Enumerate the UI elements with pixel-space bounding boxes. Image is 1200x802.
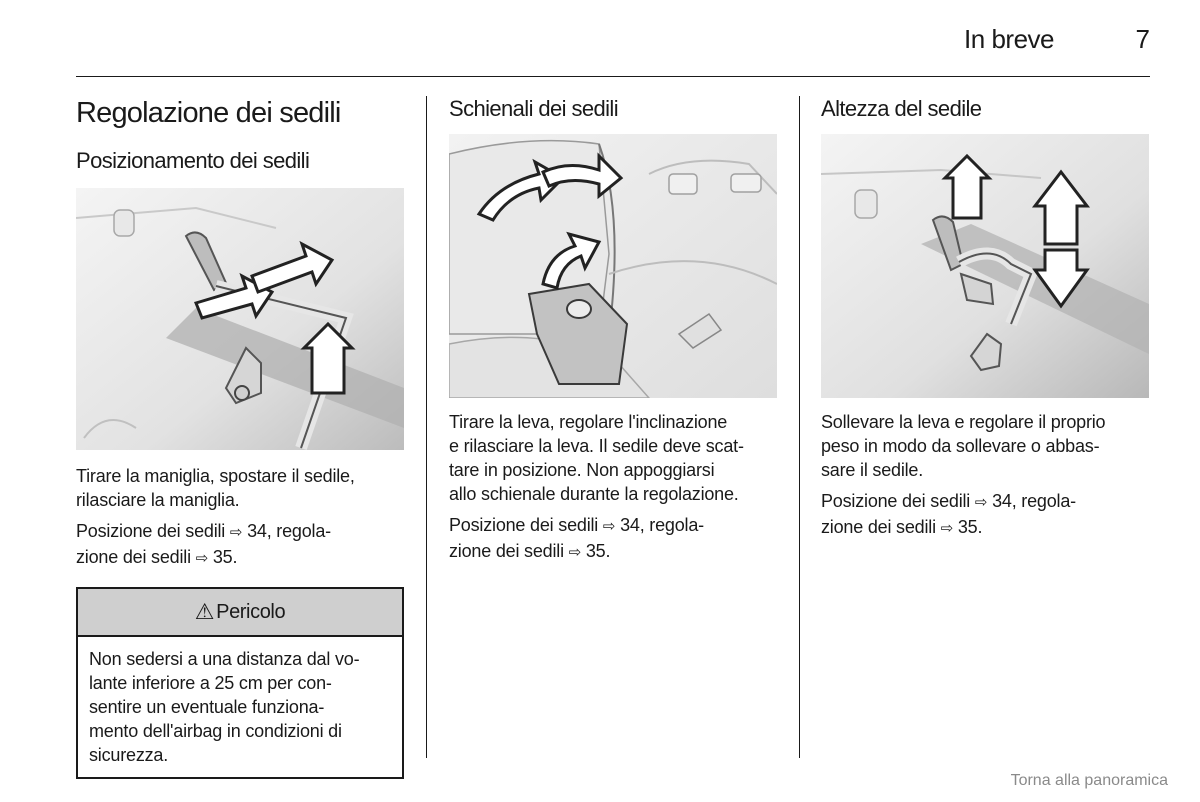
page-number: 7: [1135, 24, 1150, 54]
warning-text: Non sedersi a una distanza dal vo- lante inferiore a 25 cm per con- sentire un eventuale funziona- mento dell'airbag in condizioni di sicurezza.: [89, 649, 360, 765]
page-ref-arrow-icon: ⇨: [568, 544, 582, 561]
section-heading: Altezza del sedile: [821, 96, 982, 121]
column-divider: [799, 96, 800, 758]
page-ref-arrow-icon: ⇨: [229, 524, 243, 541]
warning-triangle-icon: ⚠: [194, 599, 215, 624]
seat-height-illustration: [821, 134, 1149, 398]
seat-height-lever-icon: [821, 134, 1149, 398]
seat-slide-lever-icon: [76, 188, 404, 450]
instruction-text: Tirare la leva, regolare l'inclinazione e rilasciare la leva. Il sedile deve scat- tare in posizione. Non appoggiarsi allo schienale durante la regolazione.: [449, 412, 744, 504]
column-seat-positioning: [76, 92, 404, 779]
cross-reference: Posizione dei sedili ⇨ 34, regola- zione dei sedili ⇨ 35.: [821, 491, 1076, 537]
chapter-heading: Regolazione dei sedili: [76, 97, 341, 129]
column-backrest: [449, 92, 777, 565]
page-header: [76, 0, 1150, 77]
column-divider: [426, 96, 427, 758]
seat-slide-illustration: [76, 188, 404, 450]
section-heading: Posizionamento dei sedili: [76, 148, 310, 173]
page-ref-arrow-icon: ⇨: [940, 520, 954, 537]
instruction-text: Tirare la maniglia, spostare il sedile, rilasciare la maniglia.: [76, 466, 355, 510]
warning-title: Pericolo: [216, 600, 286, 623]
section-heading: Schienali dei sedili: [449, 96, 618, 121]
cross-reference: Posizione dei sedili ⇨ 34, regola- zione dei sedili ⇨ 35.: [76, 521, 331, 567]
page-ref-arrow-icon: ⇨: [602, 518, 616, 535]
warning-header: [78, 589, 402, 637]
danger-warning-box: [76, 587, 404, 779]
backrest-recline-lever-icon: [449, 134, 777, 398]
column-seat-height: [821, 92, 1151, 541]
backrest-illustration: [449, 134, 777, 398]
instruction-text: Sollevare la leva e regolare il proprio peso in modo da sollevare o abbas- sare il sedile.: [821, 412, 1106, 480]
section-title: In breve: [964, 24, 1054, 54]
page-ref-arrow-icon: ⇨: [974, 494, 988, 511]
page-ref-arrow-icon: ⇨: [195, 550, 209, 567]
back-to-overview-link[interactable]: Torna alla panoramica: [1010, 772, 1168, 789]
cross-reference: Posizione dei sedili ⇨ 34, regola- zione dei sedili ⇨ 35.: [449, 515, 704, 561]
